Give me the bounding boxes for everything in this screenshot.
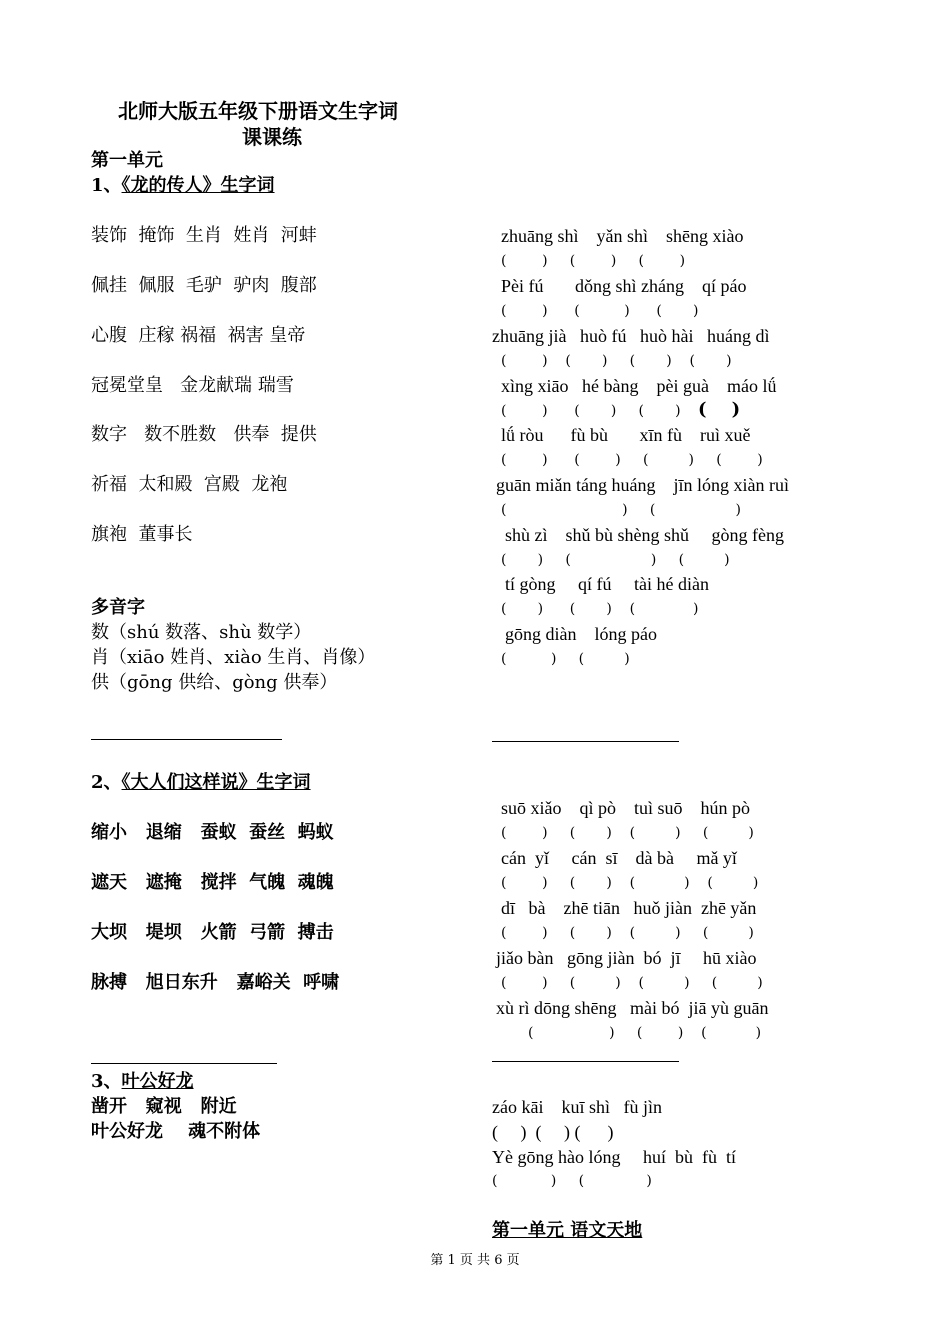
lesson1-pinyin-row: zhuāng jià huò fú huò hài huáng dì: [492, 326, 770, 346]
lesson1-pinyin-row: lǘ ròu fù bù xīn fù ruì xuě: [501, 425, 751, 445]
section-divider: [91, 739, 282, 740]
section-divider: [492, 1061, 679, 1062]
lesson2-bracket-row: ( ) ( ) ( ) ( ): [501, 875, 759, 891]
polyphonic-row: 数（shú 数落、shù 数学）: [91, 622, 312, 643]
lesson1-pinyin-row: gōng diàn lóng páo: [505, 624, 657, 644]
lesson3-number: 3、: [91, 1071, 122, 1092]
lesson1-bracket-row: ( ) ( ) ( ): [501, 552, 730, 568]
page-footer: 第 1 页 共 6 页: [430, 1253, 520, 1268]
lesson1-bracket-bold: ( ): [698, 399, 741, 420]
lesson1-number: 1、: [91, 175, 122, 196]
lesson2-word-row: 大坝 堤坝 火箭 弓箭 搏击: [91, 922, 334, 943]
lesson2-pinyin-row: dī bà zhē tiān huǒ jiàn zhē yǎn: [501, 898, 757, 918]
lesson1-bracket-row: ( ) ( ): [501, 502, 741, 518]
lesson1-bracket-row: ( ) ( ) ( ) ( ): [501, 452, 763, 468]
polyphonic-row: 供（gōng 供给、gòng 供奉）: [91, 672, 338, 693]
lesson1-bracket-row: ( ) ( ): [501, 651, 630, 667]
section-divider: [492, 741, 679, 742]
section-divider: [91, 1063, 277, 1064]
lesson2-word-row: 缩小 退缩 蚕蚁 蚕丝 蚂蚁: [91, 822, 334, 843]
document-subtitle: 课课练: [242, 125, 302, 149]
lesson1-heading: [91, 175, 275, 197]
lesson2-bracket-row: ( ) ( ) ( ) ( ): [501, 825, 754, 841]
polyphonic-heading: 多音字: [91, 597, 145, 618]
lesson1-pinyin-row: tí gòng qí fú tài hé diàn: [505, 574, 709, 594]
lesson3-bracket-row: ( ) ( ) ( ): [492, 1122, 614, 1142]
lesson2-bracket-row: ( ) ( ) ( ) ( ): [501, 925, 754, 941]
lesson1-word-row: 佩挂 佩服 毛驴 驴肉 腹部: [91, 275, 317, 296]
lesson3-word-row: 叶公好龙 魂不附体: [91, 1121, 261, 1142]
lesson1-word-row: 冠冕堂皇 金龙献瑞 瑞雪: [91, 375, 294, 396]
lesson2-word-row: 遮天 遮掩 搅拌 气魄 魂魄: [91, 872, 334, 893]
lesson3-pinyin-row: Yè gōng hào lóng huí bù fù tí: [492, 1147, 736, 1167]
lesson1-pinyin-row: xìng xiāo hé bàng pèi guà máo lǘ: [501, 376, 777, 396]
lesson3-title: 叶公好龙: [121, 1071, 194, 1092]
lesson2-word-row: 脉搏 旭日东升 嘉峪关 呼啸: [91, 972, 340, 993]
lesson1-word-row: 心腹 庄稼 祸福 祸害 皇帝: [91, 325, 306, 346]
document-title: 北师大版五年级下册语文生字词: [118, 99, 398, 123]
lesson2-pinyin-row: suō xiǎo qì pò tuì suō hún pò: [501, 798, 751, 818]
lesson1-bracket-row: ( ) ( ) ( ) ( ): [501, 353, 732, 369]
lesson3-word-row: 凿开 窥视 附近: [91, 1096, 237, 1117]
lesson1-word-row: 祈福 太和殿 宫殿 龙袍: [91, 474, 288, 495]
unit-heading: 第一单元: [91, 150, 163, 171]
lesson1-bracket-row: ( ) ( ) ( ): [501, 253, 686, 269]
lesson1-bracket-row: ( ) ( ) ( ): [501, 601, 699, 617]
lesson1-word-row: 数字 数不胜数 供奉 提供: [91, 424, 317, 445]
lesson3-pinyin-row: záo kāi kuī shì fù jìn: [492, 1097, 662, 1117]
lesson2-pinyin-row: cán yǐ cán sī dà bà mǎ yǐ: [501, 848, 737, 868]
lesson1-word-row: 旗袍 董事长: [91, 524, 193, 545]
language-world-heading: 第一单元 语文天地: [492, 1220, 643, 1241]
lesson3-bracket-row: ( ) ( ): [492, 1173, 652, 1189]
lesson2-bracket-row: ( ) ( ) ( ) ( ): [501, 975, 763, 991]
lesson1-title: 《龙的传人》生字词: [121, 175, 275, 196]
lesson3-heading: [91, 1071, 194, 1093]
lesson2-title: 《大人们这样说》生字词: [121, 772, 311, 793]
lesson2-heading: [91, 772, 311, 794]
lesson1-pinyin-row: Pèi fú dǒng shì zháng qí páo: [501, 276, 747, 296]
lesson2-number: 2、: [91, 772, 122, 793]
lesson1-bracket-row: ( ) ( ) ( ): [501, 303, 699, 319]
lesson2-pinyin-row: jiǎo bàn gōng jiàn bó jī hū xiào: [496, 948, 757, 968]
lesson1-word-row: 装饰 掩饰 生肖 姓肖 河蚌: [91, 225, 317, 246]
lesson1-pinyin-row: guān miǎn táng huáng jīn lóng xiàn ruì: [496, 475, 789, 495]
lesson1-pinyin-row: shù zì shǔ bù shèng shǔ gòng fèng: [505, 525, 784, 545]
lesson1-bracket-row: ( ) ( ) ( ): [501, 403, 681, 419]
lesson2-bracket-row: ( ) ( ) ( ): [528, 1025, 762, 1041]
lesson1-pinyin-row: zhuāng shì yǎn shì shēng xiào: [501, 226, 744, 246]
lesson2-pinyin-row: xù rì dōng shēng mài bó jiā yù guān: [496, 998, 769, 1018]
polyphonic-row: 肖（xiāo 姓肖、xiào 生肖、肖像）: [91, 647, 376, 668]
